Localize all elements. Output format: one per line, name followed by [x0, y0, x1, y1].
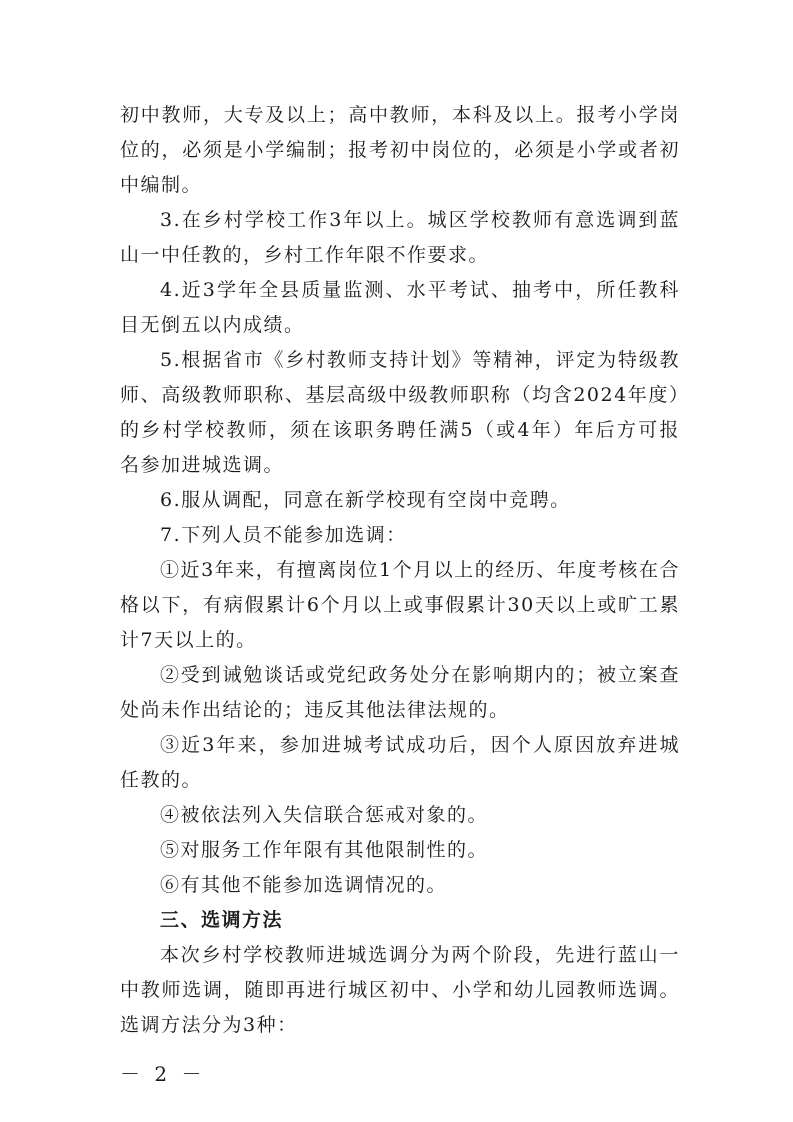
paragraph-subitem-2: ②受到诫勉谈话或党纪政务处分在影响期内的；被立案查处尚未作出结论的；违反其他法律法规的。 [120, 664, 680, 721]
paragraph-item-6: 6.服从调配，同意在新学校现有空岗中竞聘。 [160, 489, 571, 511]
paragraph-item-3: 3.在乡村学校工作3年以上。城区学校教师有意选调到蓝山一中任教的，乡村工作年限不作要求。 [120, 209, 680, 266]
paragraph-item-7: 7.下列人员不能参加选调： [160, 524, 407, 546]
paragraph-subitem-1: ①近3年来，有擅离岗位1个月以上的经历、年度考核在合格以下，有病假累计6个月以上或事假累计30天以上或旷工累计7天以上的。 [120, 559, 680, 651]
paragraph-item-4: 4.近3学年全县质量监测、水平考试、抽考中，所任教科目无倒五以内成绩。 [120, 279, 680, 336]
paragraph-item-5: 5.根据省市《乡村教师支持计划》等精神，评定为特级教师、高级教师职称、基层高级中级教师职称（均含2024年度）的乡村学校教师，须在该职务聘任满5（或4年）年后方可报名参加进城选调。 [120, 349, 680, 476]
paragraph-subitem-4: ④被依法列入失信联合惩戒对象的。 [160, 804, 489, 826]
paragraph-subitem-6: ⑥有其他不能参加选调情况的。 [160, 874, 448, 896]
page-number: － 2 － [120, 1062, 206, 1086]
paragraph-selection-method: 本次乡村学校教师进城选调分为两个阶段，先进行蓝山一中教师选调，随即再进行城区初中、小学和幼儿园教师选调。选调方法分为3种： [120, 944, 680, 1036]
paragraph-continuation: 初中教师，大专及以上；高中教师，本科及以上。报考小学岗位的，必须是小学编制；报考初中岗位的，必须是小学或者初中编制。 [120, 104, 680, 196]
paragraph-subitem-5: ⑤对服务工作年限有其他限制性的。 [160, 839, 489, 861]
section-heading: 三、选调方法 [160, 909, 284, 931]
paragraph-subitem-3: ③近3年来，参加进城考试成功后，因个人原因放弃进城任教的。 [120, 734, 680, 791]
document-body [120, 98, 680, 1043]
